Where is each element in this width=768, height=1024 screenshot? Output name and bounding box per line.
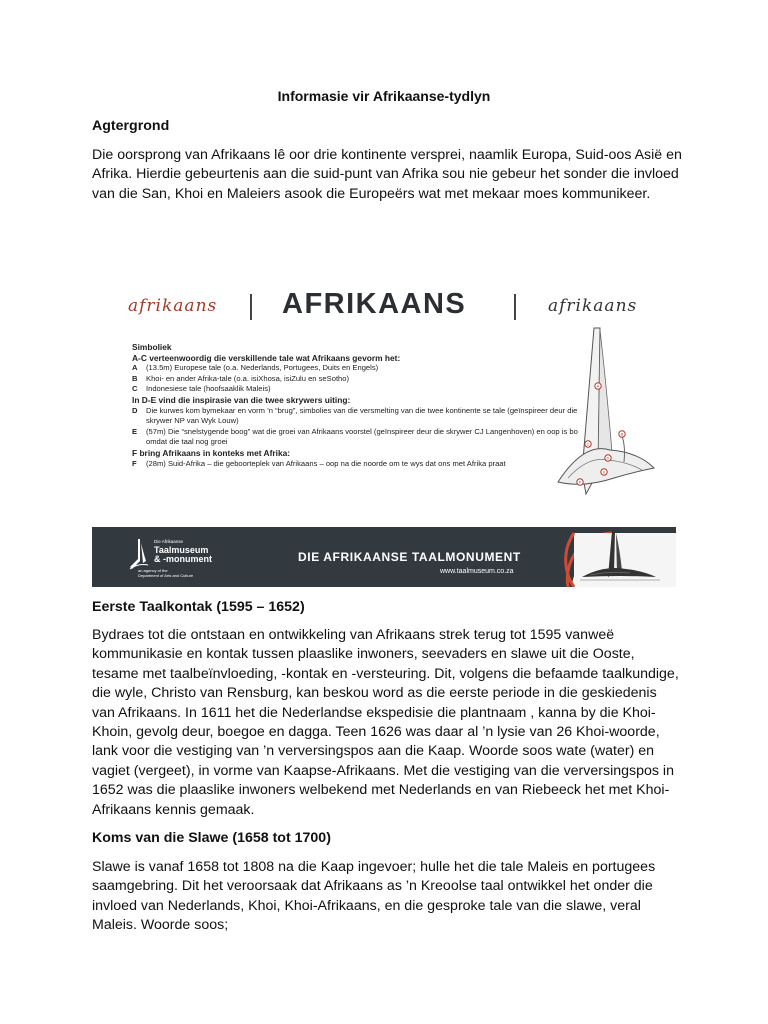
legend-de-intro: In D-E vind die inspirasie van die twee skrywers uiting: (132, 394, 351, 405)
legend-key: D (132, 405, 138, 415)
brand-script-right: afrikaans (548, 296, 638, 316)
logo-sub1: an agency of the (138, 568, 168, 573)
legend-item (132, 363, 592, 374)
legend-text: Khoi- en ander Afrika-tale (o.a. isiXhosa, isiZulu en seSotho) (146, 373, 350, 383)
monument-marker: C (586, 441, 590, 447)
legend-key: E (132, 426, 138, 436)
logo-sub2: Department of Arts and Culture (138, 573, 194, 578)
symbolism-legend (132, 342, 592, 469)
legend-text: (57m) Die “snelstygende boog” wat die groei van Afrikaans voorstel (geïnspireer deur die skrywer CJ Langenhoven) en oop is bo omdat die taal nog groei (146, 426, 578, 447)
legend-text: Indonesiese tale (hoofsaaklik Maleis) (146, 384, 271, 394)
section-heading-eerste-taalkontak: Eerste Taalkontak (1595 – 1652) (92, 599, 305, 615)
legend-intro: A-C verteenwoordig die verskillende tale wat Afrikaans gevorm het: (132, 352, 401, 363)
afrikaans-monument-poster (92, 278, 676, 588)
brand-script-left: afrikaans (128, 296, 218, 316)
legend-text: (28m) Suid-Afrika – die geboorteplek van Afrikaans – oop na die noorde om te wys dat ons met Afrika praat (146, 458, 506, 468)
taalmonument-banner (92, 527, 676, 587)
legend-text: (13.5m) Europese tale (o.a. Nederlands, Portugees, Duits en Engels) (146, 363, 379, 373)
section-body-koms-van-die-slawe: Slawe is vanaf 1658 tot 1808 na die Kaap ingevoer; hulle het die tale Maleis en portugees saamgebring. Dit het veroorsaak dat Afrikaans as ’n Kreoolse taal ontwikkel het onder die invloed van Nederlands, Khoi, Khoi-Afrikaans, en die gesproke tale van die slawe, veral Maleis. Woorde soos; (92, 859, 656, 934)
legend-item (132, 384, 592, 395)
legend-key: A (132, 363, 138, 373)
monument-marker: B (620, 431, 624, 437)
poster-brand-row (92, 284, 676, 324)
legend-item (132, 406, 592, 427)
divider (514, 294, 516, 320)
legend-item (132, 374, 592, 385)
banner-title: DIE AFRIKAANSE TAALMONUMENT (298, 550, 521, 564)
page-title: Informasie vir Afrikaanse-tydlyn (277, 88, 491, 104)
legend-item (132, 459, 592, 470)
logo-small: Die Afrikaanse (154, 539, 184, 544)
legend-f-intro: F bring Afrikaans in konteks met Afrika: (132, 447, 291, 458)
monument-illustration (554, 322, 666, 498)
monument-marker: F (578, 479, 582, 485)
taalmuseum-logo (128, 535, 254, 579)
monument-marker: A (596, 383, 600, 389)
banner-url: www.taalmuseum.co.za (440, 568, 514, 575)
legend-key: C (132, 384, 138, 394)
section-heading-koms-van-die-slawe: Koms van die Slawe (1658 tot 1700) (92, 830, 331, 846)
divider (250, 294, 252, 320)
monument-marker: E (602, 469, 606, 475)
section-heading-agtergrond: Agtergrond (92, 118, 170, 134)
legend-text: Die kurwes kom bymekaar en vorm ’n “brug”, simbolies van die versmelting van die twee kontinente se tale (geïnspireer deur die skrywer NP van Wyk Louw) (146, 405, 578, 426)
monument-marker: D (606, 455, 610, 461)
logo-line2: & -monument (154, 554, 212, 564)
legend-key: F (132, 458, 137, 468)
section-body-eerste-taalkontak: Bydraes tot die ontstaan en ontwikkeling van Afrikaans strek terug tot 1595 vanweë kommunikasie en kontak tussen plaaslike inwoners, seevaders en slawe uit die Ooste, tesame met taalbeïnvloeding, -kontak en -versteuring. Dit, volgens die befaamde taalkundige, die wyle, Christo van Rensburg, kan beskou word as die eerste periode in die geskiedenis van Afrikaans. In 1611 het die Nederlandse ekspedisie die plantnaam , kanna by die Khoi-Khoin, gevolg deur, boegoe en dagga. Teen 1626 was daar al ’n lysie van 26 Khoi-woorde, lank voor die vestiging van ’n verversingspos aan die Kaap. Woorde soos wate (water) en vagiet (vergeet), in vorme van Kaapse-Afrikaans. Met die vestiging van die verversingspos in 1652 was die plaaslike inwoners welbekend met Nederlands en van Riebeeck het met Khoi-Afrikaans kennis gemaak. (92, 627, 679, 818)
legend-item (132, 427, 592, 448)
brand-title: AFRIKAANS (282, 288, 467, 320)
legend-key: B (132, 373, 138, 383)
monument-arc-art (560, 527, 676, 587)
section-body-agtergrond: Die oorsprong van Afrikaans lê oor drie kontinente versprei, naamlik Europa, Suid-oos Asië en Afrika. Hierdie gebeurtenis aan die suid-punt van Afrika sou nie gebeur het sonder die invloed van die San, Khoi en Maleiers asook die Europeërs wat met mekaar moes kommunikeer. (92, 147, 682, 202)
logo-line1: Taalmuseum (154, 545, 209, 555)
legend-heading: Simboliek (132, 342, 172, 352)
